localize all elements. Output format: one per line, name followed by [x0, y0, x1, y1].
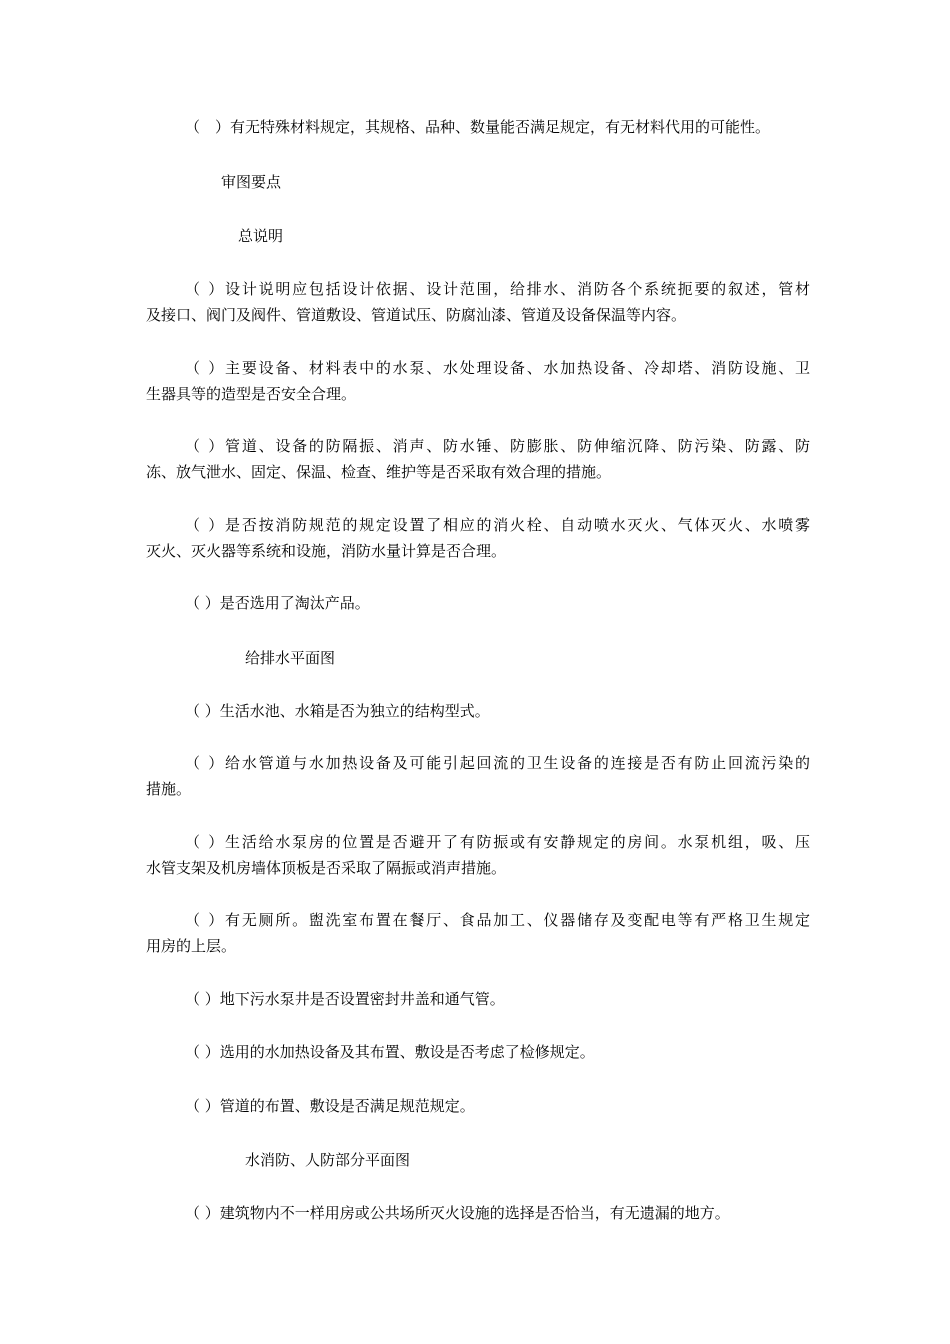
checklist-item-backflow-line1: （ ）给水管道与水加热设备及可能引起回流的卫生设备的连接是否有防止回流污染的: [185, 754, 810, 772]
section-heading-plumbing-plan: 给排水平面图: [245, 649, 336, 667]
checklist-item-toilet-layout-line1: （ ）有无厕所。盥洗室布置在餐厅、食品加工、仪器储存及变配电等有严格卫生规定: [185, 911, 810, 929]
section-heading-fire-civil-defense-plan: 水消防、人防部分平面图: [245, 1151, 411, 1169]
section-heading-general-notes: 总说明: [238, 227, 284, 245]
checklist-item-special-materials: （ ）有无特殊材料规定，其规格、品种、数量能否满足规定，有无材料代用的可能性。: [185, 118, 771, 136]
checklist-item-pump-room-line2: 水管支架及机房墙体顶板是否采取了隔振或消声措施。: [146, 859, 507, 877]
checklist-item-vibration-measures-line2: 冻、放气泄水、固定、保温、检查、维护等是否采取有效合理的措施。: [146, 463, 612, 481]
checklist-item-fire-systems-line1: （ ）是否按消防规范的规定设置了相应的消火栓、自动喷水灭火、气体灭火、水喷雾: [185, 516, 810, 534]
checklist-item-pipe-layout: （ ）管道的布置、敷设是否满足规范规定。: [185, 1097, 475, 1115]
checklist-item-design-notes-line2: 及接口、阀门及阀件、管道敷设、管道试压、防腐汕漆、管道及设备保温等内容。: [146, 306, 687, 324]
checklist-item-water-tank: （ ）生活水池、水箱是否为独立的结构型式。: [185, 702, 490, 720]
checklist-item-heater-maintenance: （ ）选用的水加热设备及其布置、敷设是否考虑了检修规定。: [185, 1043, 595, 1061]
checklist-item-extinguishing-facilities: （ ）建筑物内不一样用房或公共场所灭火设施的选择是否恰当，有无遗漏的地方。: [185, 1204, 730, 1222]
checklist-item-backflow-line2: 措施。: [146, 780, 192, 798]
checklist-item-pump-room-line1: （ ）生活给水泵房的位置是否避开了有防振或有安静规定的房间。水泵机组，吸、压: [185, 833, 810, 851]
section-heading-review-points: 审图要点: [221, 173, 282, 191]
checklist-item-sewage-pit: （ ）地下污水泵井是否设置密封井盖和通气管。: [185, 990, 505, 1008]
checklist-item-vibration-measures-line1: （ ）管道、设备的防隔振、消声、防水锤、防膨胀、防伸缩沉降、防污染、防露、防: [185, 437, 810, 455]
checklist-item-obsolete-products: （ ）是否选用了淘汰产品。: [185, 594, 370, 612]
checklist-item-equipment-table-line2: 生器具等的造型是否安全合理。: [146, 385, 357, 403]
checklist-item-equipment-table-line1: （ ）主要设备、材料表中的水泵、水处理设备、水加热设备、冷却塔、消防设施、卫: [185, 359, 810, 377]
checklist-item-fire-systems-line2: 灭火、灭火器等系统和设施，消防水量计算是否合理。: [146, 542, 507, 560]
checklist-item-toilet-layout-line2: 用房的上层。: [146, 937, 237, 955]
checklist-item-design-notes-line1: （ ）设计说明应包括设计依据、设计范围，给排水、消防各个系统扼要的叙述，管材: [185, 280, 810, 298]
